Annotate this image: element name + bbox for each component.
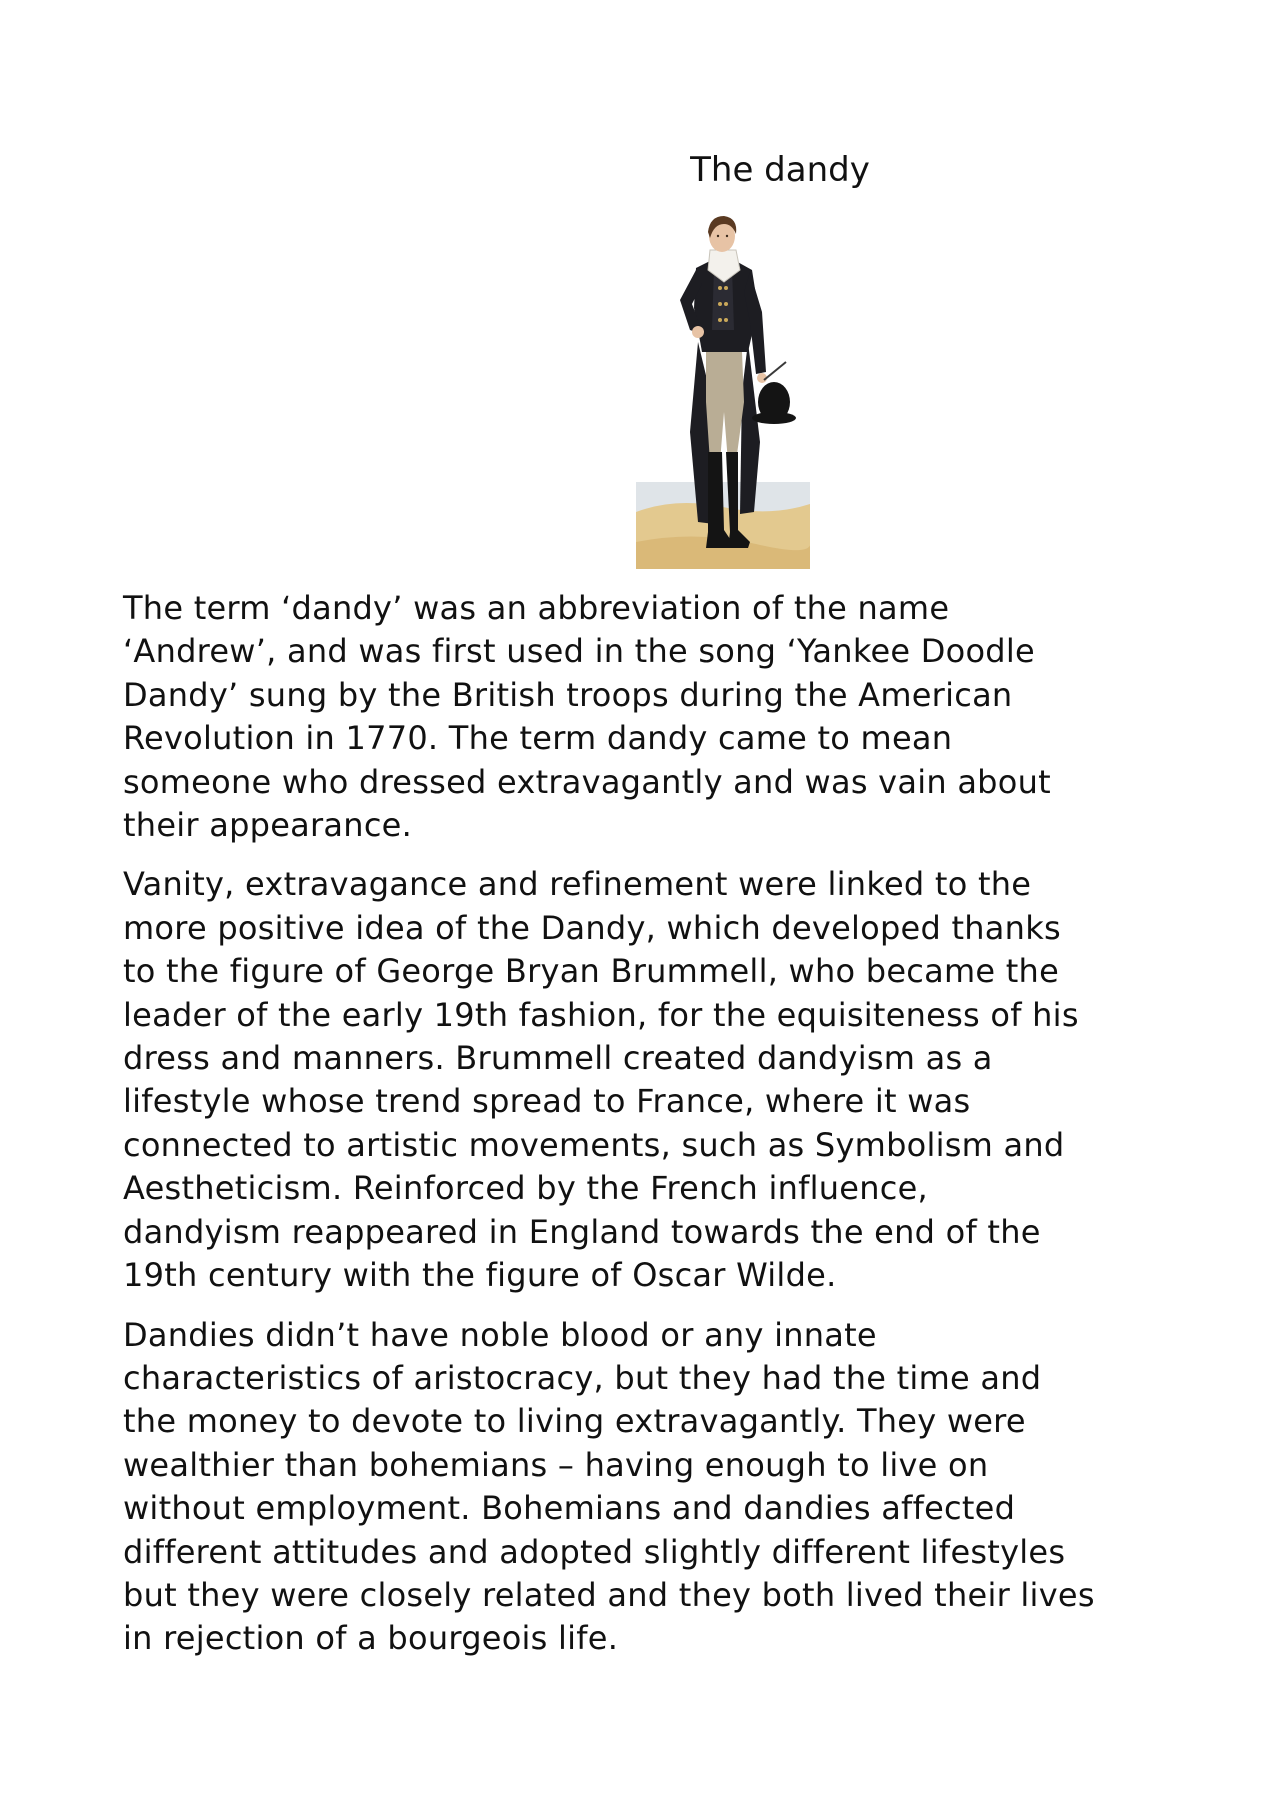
body-text — [123, 587, 1173, 1677]
page-title: The dandy — [690, 150, 870, 190]
dandy-illustration — [636, 212, 810, 569]
paragraph-brummell: Vanity, extravagance and refinement were linked to the more positive idea of the Dandy, which developed thanks to the figure of George Bryan Brummell, who became the leader of the early 19th fashion, for the equisiteness of his dress and manners. Brummell created dandyism as a lifestyle whose trend spread to France, where it was connected to artistic movements, such as Symbolism and Aestheticism. Reinforced by the French influence, dandyism reappeared in England towards the end of the 19th century with the figure of Oscar Wilde. — [123, 865, 1079, 1295]
paragraph-bohemians: Dandies didn’t have noble blood or any innate characteristics of aristocracy, but they had the time and the money to devote to living extravagantly. They were wealthier than bohemians – having enough to live on without employment. Bohemians and dandies affected different attitudes and adopted slightly different lifestyles but they were closely related and they both lived their lives in rejection of a bourgeois life. — [123, 1315, 1095, 1658]
portrait-figure-icon — [636, 212, 810, 569]
paragraph-origin: The term ‘dandy’ was an abbreviation of the name ‘Andrew’, and was first used in the song ‘Yankee Doodle Dandy’ sung by the British troops during the American Revolution in 1770. The term dandy came to mean someone who dressed extravagantly and was vain about their appearance. — [123, 589, 1051, 845]
